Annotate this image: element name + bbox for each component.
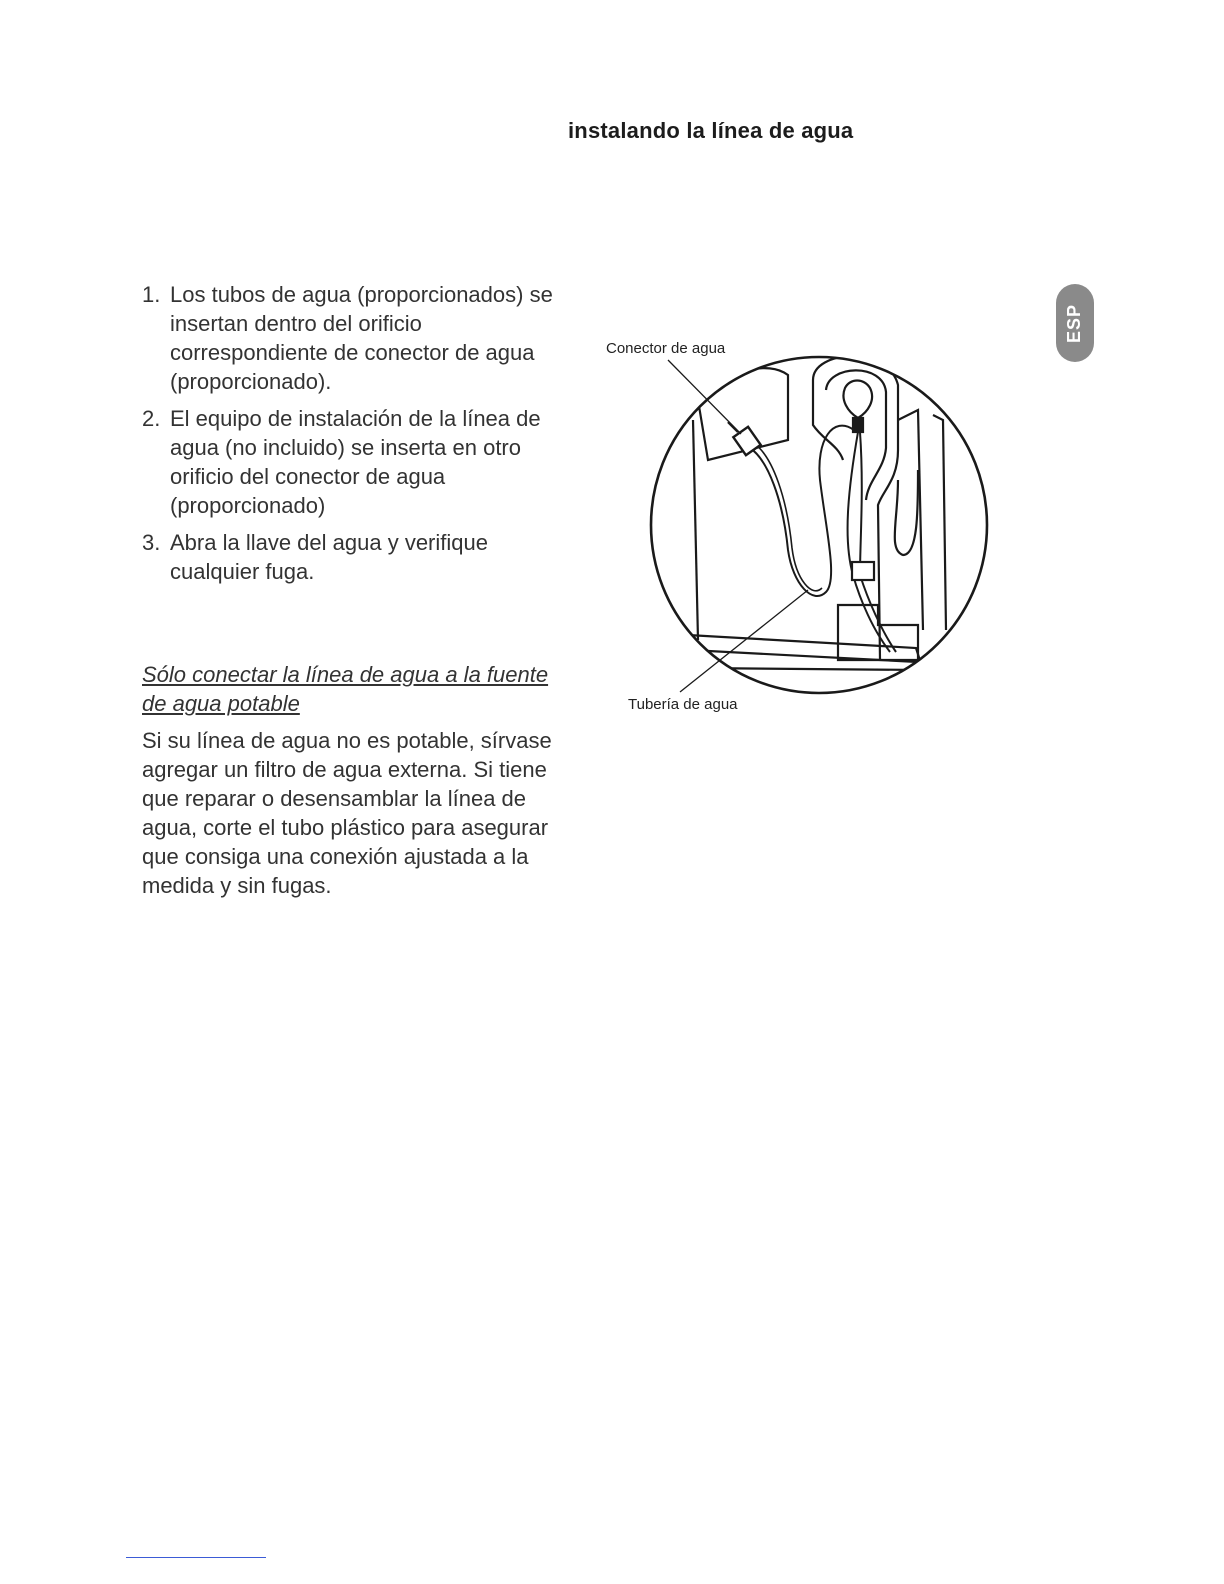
valve-housing-inner [826,370,886,500]
tube-clamp [852,562,874,580]
connector-stub [728,422,738,432]
step-number: 1. [142,282,161,307]
step-item [140,280,580,396]
warning-body: Si su línea de agua no es potable, sírvase agregar un filtro de agua externa. Si tiene que reparar o desensamblar la línea de agua, corte el tubo plástico para asegurar que consiga una conexión ajustada a la medida y sin fugas. [142,728,552,898]
step-text: Abra la llave del agua y verifique cualquier fuga. [170,530,488,584]
language-tab [1056,284,1094,362]
pipe-label: Tubería de agua [628,696,738,713]
right-panel-edge [933,415,946,630]
step-item [140,528,580,586]
valve-outlet [853,418,863,432]
tube-main [848,432,890,652]
step-number: 3. [142,530,161,555]
water-connection-illustration [598,330,1018,730]
right-recess [895,470,918,555]
valve-housing-left [813,380,843,460]
right-panel [898,410,923,630]
footnote-divider [126,1557,266,1558]
connector-label: Conector de agua [606,340,726,357]
warning-heading: Sólo conectar la línea de agua a la fuente de agua potable [142,662,549,716]
step-item [140,404,580,520]
step-text: Los tubos de agua (proporcionados) se insertan dentro del orificio correspondiente de conector de agua (proporcionado). [170,282,553,394]
step-text: El equipo de instalación de la línea de agua (no incluido) se inserta en otro orificio del conector de agua (proporcionado) [170,406,541,518]
language-tab-label: ESP [1064,303,1085,343]
housing-edge [693,420,698,640]
valve-knob [843,381,872,419]
installation-steps [140,280,580,594]
water-line-diagram [598,330,1018,730]
connector-leader-line [668,360,741,434]
step-number: 2. [142,406,161,431]
page-title: instalando la línea de agua [568,118,854,143]
